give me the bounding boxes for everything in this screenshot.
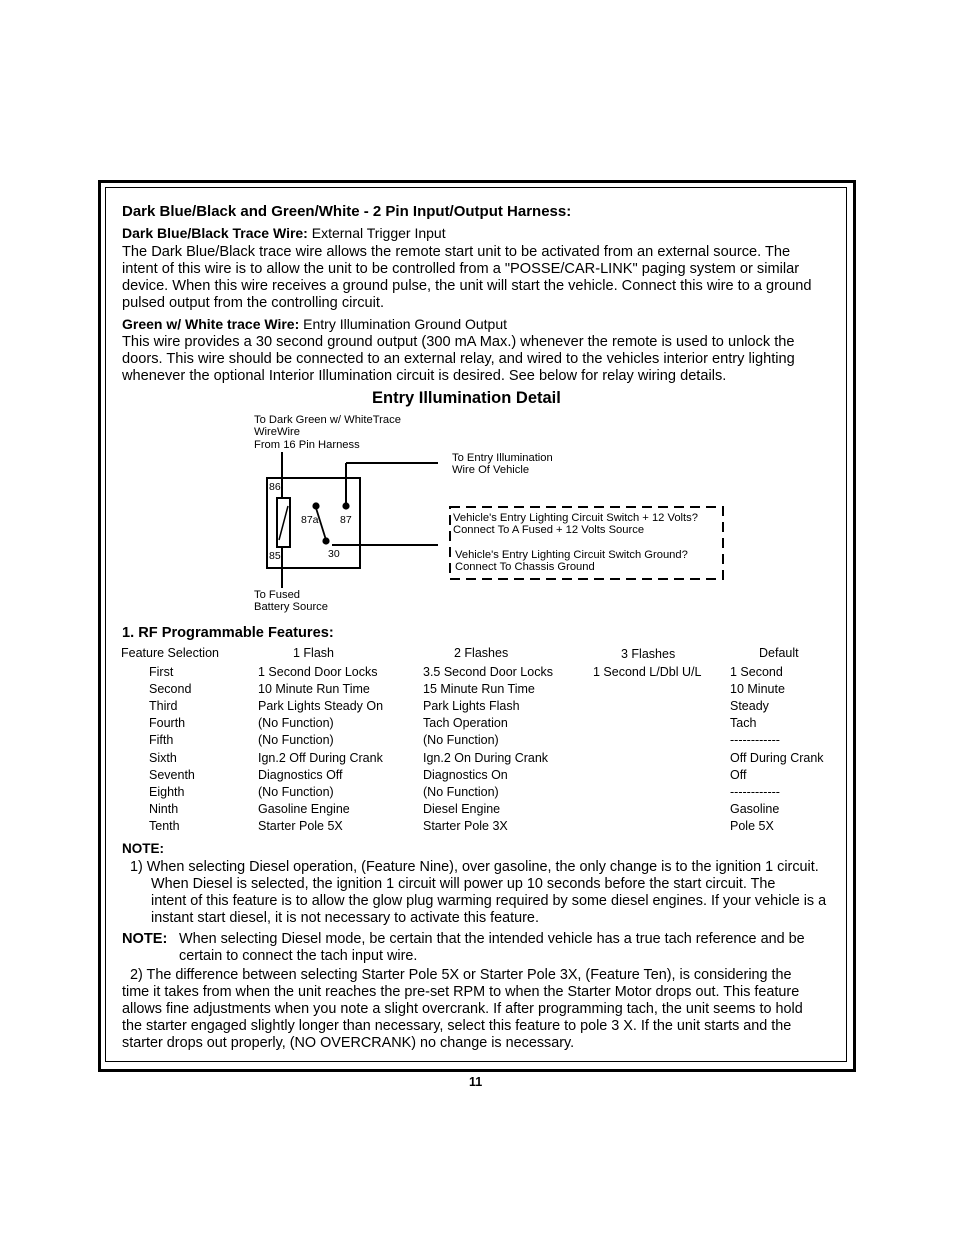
contact-87a	[312, 502, 319, 509]
text-line: This wire provides a 30 second ground output (300 mA Max.) whenever the remote is used to unlock the	[122, 334, 795, 350]
text-line: 1) When selecting Diesel operation, (Feature Nine), over gasoline, the only change is to the ignition 1 circuit.	[130, 859, 819, 875]
label-line: Connect To A Fused + 12 Volts Source	[453, 524, 645, 537]
table-cell: Tach	[730, 716, 757, 731]
table-cell: Diesel Engine	[423, 801, 501, 816]
wire2-label: Green w/ White trace Wire:	[122, 316, 300, 332]
table-cell: Starter Pole 5X	[258, 818, 343, 833]
table-cell: First	[149, 665, 174, 679]
switchgnd-label	[455, 549, 688, 574]
table-cell: Steady	[730, 699, 769, 714]
table-cell: Diagnostics On	[423, 767, 508, 782]
table-cell: (No Function)	[423, 733, 499, 748]
rf-title: 1. RF Programmable Features:	[122, 625, 334, 641]
top-wire-label	[254, 414, 401, 451]
contact-87	[342, 502, 349, 509]
text-line: whenever the optional Interior Illumination circuit is desired. See below for relay wiring details.	[122, 368, 727, 384]
page-number: 11	[469, 1075, 483, 1089]
table-cell: (No Function)	[423, 784, 499, 799]
table-cell: Sixth	[149, 750, 177, 765]
text-line: instant start diesel, it is not necessary to activate this feature.	[151, 910, 539, 926]
table-cell: Gasoline Engine	[258, 801, 350, 816]
wire1-label: Dark Blue/Black Trace Wire:	[122, 225, 308, 241]
table-cell: 10 Minute	[730, 682, 785, 697]
entry-wire-label	[452, 452, 553, 477]
table-cell: (No Function)	[258, 733, 334, 748]
pin-87-label: 87	[340, 514, 352, 526]
table-cell: 15 Minute Run Time	[423, 682, 535, 697]
pin-87a-label: 87a	[301, 514, 319, 526]
table-cell: 10 Minute Run Time	[258, 682, 370, 697]
table-cell: Third	[149, 699, 178, 714]
diagram-title: Entry Illumination Detail	[372, 389, 561, 407]
table-cell: (No Function)	[258, 716, 334, 731]
col-header-1flash: 1 Flash	[293, 646, 334, 660]
text-line: the starter engaged slightly longer than necessary, select this feature to pole 3 X. If the unit starts and the	[122, 1018, 792, 1034]
table-cell: Park Lights Steady On	[258, 699, 384, 714]
table-cell: 1 Second Door Locks	[258, 665, 378, 679]
label-line: Vehicle's Entry Lighting Circuit Switch + 12 Volts?	[453, 512, 698, 524]
label-line: To Fused	[254, 589, 301, 601]
table-cell: Gasoline	[730, 801, 780, 816]
table-cell: 3.5 Second Door Locks	[423, 665, 553, 679]
wire2-function: Entry Illumination Ground Output	[299, 316, 508, 332]
table-cell: Second	[149, 682, 192, 697]
table-cell: Park Lights Flash	[423, 699, 520, 714]
table-cell: Diagnostics Off	[258, 767, 343, 782]
table-cell: Ign.2 Off During Crank	[258, 750, 383, 765]
text-line: The Dark Blue/Black trace wire allows the remote start unit to be activated from an external source. The	[122, 244, 791, 260]
label-line: To Dark Green w/ WhiteTrace	[254, 414, 401, 426]
pin-30-label: 30	[328, 548, 340, 560]
table-cell: Eighth	[149, 784, 185, 799]
table-cell: Ign.2 On During Crank	[423, 750, 549, 765]
table-cell: Off	[730, 767, 747, 782]
note-label: NOTE:	[122, 841, 164, 856]
table-cell: 1 Second L/Dbl U/L	[593, 665, 702, 679]
text-line: time it takes from when the unit reaches the pre-set RPM to when the Starter Motor drops out. This feature	[122, 984, 800, 1000]
text-line: intent of this wire is to allow the unit to be controlled from a "POSSE/CAR-LINK" paging system or similar	[122, 261, 800, 277]
label-line: To Entry Illumination	[452, 452, 553, 464]
label-line: Wire Of Vehicle	[452, 464, 530, 477]
text-line: 2) The difference between selecting Starter Pole 5X or Starter Pole 3X, (Feature Ten), is considering the	[130, 967, 792, 983]
table-cell: Tenth	[149, 818, 180, 833]
text-line: intent of this feature is to allow the glow plug warming required by some diesel engines. If your vehicle is a	[151, 893, 827, 909]
col-header-2flashes: 2 Flashes	[454, 646, 509, 660]
table-cell: Fourth	[149, 716, 186, 731]
text-line: When Diesel is selected, the ignition 1 circuit will power up 10 seconds before the start circuit. The	[151, 876, 776, 892]
label-line: Connect To Chassis Ground	[455, 561, 595, 574]
col-header-default: Default	[759, 646, 799, 660]
text-line: When selecting Diesel mode, be certain that the intended vehicle has a true tach reference and be	[179, 931, 805, 947]
table-cell: Tach Operation	[423, 716, 508, 731]
table-cell: ------------	[730, 784, 780, 799]
text-line: device. When this wire receives a ground pulse, the unit will start the vehicle. Connect this wire to a ground	[122, 278, 812, 294]
table-cell: (No Function)	[258, 784, 334, 799]
label-line: From 16 Pin Harness	[254, 438, 360, 451]
label-line: WireWire	[254, 426, 300, 439]
switch12-label	[453, 512, 698, 537]
table-cell: Ninth	[149, 801, 179, 816]
table-cell: Fifth	[149, 733, 174, 748]
section-title: Dark Blue/Black and Green/White - 2 Pin Input/Output Harness:	[122, 203, 572, 220]
label-line: Battery Source	[254, 601, 328, 614]
text-line: starter drops out properly, (NO OVERCRANK) no change is necessary.	[122, 1035, 575, 1051]
battery-label	[254, 589, 328, 614]
text-line: certain to connect the tach input wire.	[179, 948, 418, 964]
note2-label: NOTE:	[122, 931, 168, 947]
coil-diagonal	[279, 506, 288, 540]
wire1-function: External Trigger Input	[307, 225, 446, 241]
pin-85-label: 85	[269, 550, 281, 562]
text-line: doors. This wire should be connected to an external relay, and wired to the vehicles interior entry lighting	[122, 351, 795, 367]
table-cell: Off During Crank	[730, 750, 824, 765]
col-header-feature: Feature Selection	[121, 646, 219, 660]
text-line: allows fine adjustments when you note a slight overcrank. If after programming tach, the unit seems to hold	[122, 1001, 803, 1017]
table-cell: Pole 5X	[730, 818, 774, 833]
table-cell: Seventh	[149, 767, 195, 782]
table-cell: Starter Pole 3X	[423, 818, 508, 833]
table-cell: ------------	[730, 733, 780, 748]
pin-86-label: 86	[269, 481, 281, 493]
contact-30	[322, 537, 329, 544]
col-header-3flashes: 3 Flashes	[621, 647, 676, 661]
table-cell: 1 Second	[730, 665, 783, 679]
label-line: Vehicle's Entry Lighting Circuit Switch Ground?	[455, 549, 688, 561]
text-line: pulsed output from the controlling circuit.	[122, 295, 385, 311]
